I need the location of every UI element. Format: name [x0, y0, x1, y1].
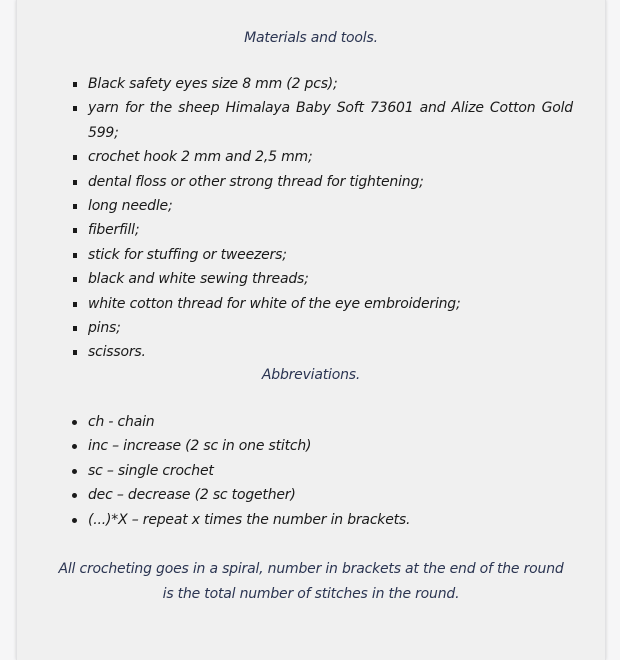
materials-list: [71, 72, 573, 365]
list-item-text: dec – decrease (2 sc together): [88, 487, 296, 504]
materials-heading: Materials and tools.: [244, 30, 378, 46]
document-page: [16, 0, 606, 660]
list-item-text: sc – single crochet: [88, 462, 214, 479]
list-item: [71, 410, 551, 434]
list-item: [71, 292, 573, 316]
spiral-note: All crocheting goes in a spiral, number in brackets at the end of the round is the total number of stitches in the round.: [58, 561, 564, 602]
list-item: [71, 434, 551, 458]
list-item: [71, 145, 573, 169]
list-item-text: fiberfill;: [88, 222, 140, 239]
list-item: [71, 218, 573, 242]
list-item: [71, 459, 551, 483]
list-item: [71, 316, 573, 340]
list-item-text: (...)*X – repeat x times the number in brackets.: [88, 511, 411, 528]
list-item: [71, 508, 551, 532]
list-item: [71, 267, 573, 291]
list-item: [71, 194, 573, 218]
abbreviations-heading: Abbreviations.: [261, 367, 361, 383]
abbreviations-list: [71, 410, 551, 532]
list-item-text: inc – increase (2 sc in one stitch): [88, 438, 312, 455]
list-item-text: stick for stuffing or tweezers;: [88, 246, 287, 263]
list-item: [71, 483, 551, 507]
list-item: [71, 243, 573, 267]
list-item: [71, 170, 573, 194]
list-item-text: ch - chain: [88, 414, 155, 430]
list-item-text: black and white sewing threads;: [88, 271, 309, 288]
list-item-text: dental floss or other strong thread for tightening;: [88, 173, 424, 190]
list-item-text: yarn for the sheep Himalaya Baby Soft 73601 and Alize Cotton Gold 599;: [88, 100, 573, 141]
list-item-text: white cotton thread for white of the eye embroidering;: [88, 295, 461, 312]
list-item-text: scissors.: [88, 344, 146, 361]
list-item-text: long needle;: [88, 198, 173, 215]
list-item: [71, 72, 573, 96]
list-item: [71, 96, 573, 145]
list-item-text: Black safety eyes size 8 mm (2 pcs);: [88, 76, 338, 92]
list-item: [71, 340, 573, 364]
list-item-text: crochet hook 2 mm and 2,5 mm;: [88, 149, 313, 166]
list-item-text: pins;: [88, 320, 121, 337]
